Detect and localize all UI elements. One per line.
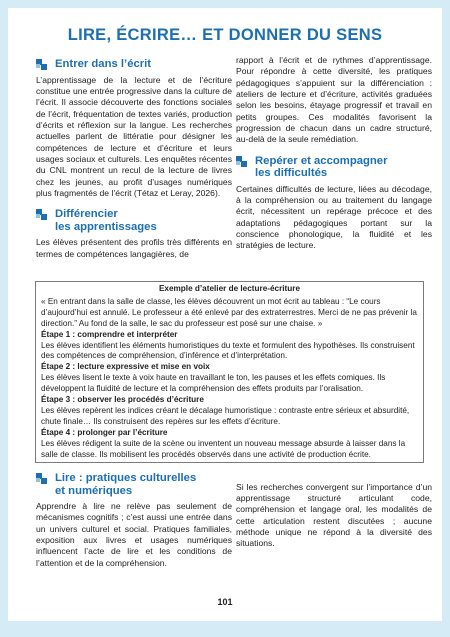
heading-text: Entrer dans l’écrit: [55, 58, 152, 70]
step-text: Les élèves rédigent la suite de la scène ou inventent un nouveau message absurde à laisser dans la salle de classe. Ils mobilisent les procédés observés dans une activité de production écrite.: [41, 438, 406, 459]
step-label: Étape 4 : prolonger par l’écriture: [41, 427, 168, 437]
two-squares-bullet-icon: [36, 473, 50, 484]
example-box: [35, 281, 424, 463]
two-squares-bullet-icon: [36, 59, 50, 70]
two-squares-bullet-icon: [36, 209, 50, 220]
box-title: Exemple d’atelier de lecture-écriture: [158, 284, 301, 293]
heading-text: Repérer et accompagner les difficultés: [255, 154, 388, 180]
paragraph: rapport à l’écrit et de rythmes d’apprentissage. Pour répondre à cette diversité, les pratiques pédagogiques s’appuient sur la différenciation : ateliers de lecture et d’écriture, activités graduées selon les besoins, étayage progressif et travail en petits groupes. Ces modalités favorisent la progression de chacun dans un cadre structuré, au-delà de la seule remédiation.: [236, 55, 432, 145]
step-text: Les élèves lisent le texte à voix haute en travaillant le ton, les pauses et les effets comiques. Ils développent la fluidité de lecture et la compréhension des effets produits par l’oralisation.: [41, 373, 386, 394]
page-number: 101: [217, 597, 233, 607]
section-heading: [36, 58, 232, 71]
paragraph: Certaines difficultés de lecture, liées au décodage, à la compréhension ou au traitement du langage écrit, nécessitent un repérage précoce et des adaptations pédagogiques portant sur la conscience phonologique, la fluidité et les stratégies de lecture.: [236, 183, 432, 251]
page: [8, 8, 442, 621]
step-label: Étape 3 : observer les procédés d’écriture: [41, 395, 204, 405]
step-text: Les élèves identifient les éléments humoristiques du texte et formulent des hypothèses. Ils construisent des compétences de compréhension, d’inférence et d’interprétation.: [41, 340, 415, 361]
step-label: Étape 2 : lecture expressive et mise en voix: [41, 362, 210, 372]
heading-text: Différencier les apprentissages: [55, 208, 157, 233]
paragraph: Apprendre à lire ne relève pas seulement de mécanismes cognitifs ; c’est aussi une entrée dans un univers culturel et social. Pratiques familiales, exposition aux livres et usages numériques influencent l’acte de lire et les conditions de l’attention et de la compréhension.: [36, 501, 232, 568]
step-label: Étape 1 : comprendre et interpréter: [41, 329, 178, 339]
two-squares-bullet-icon: [236, 156, 250, 167]
section-heading: [36, 472, 232, 497]
paragraph: Si les recherches convergent sur l’importance d’un apprentissage structuré articulant code, compréhension et langage oral, les modalités de cette articulation restent discutées ; aucune méthode unique ne répond à la diversité des situations.: [236, 481, 432, 549]
paragraph: Les élèves présentent des profils très différents en termes de compétences langagières, de: [36, 237, 232, 259]
left-column: [36, 58, 232, 260]
bottom-right-column: [236, 473, 432, 558]
heading-text: Lire : pratiques culturelles et numériques: [55, 472, 197, 497]
box-intro: « En entrant dans la salle de classe, les élèves découvrent un mot écrit au tableau : “Le cours d’aujourd’hui est annulé. Le professeur a été enlevé par des extraterrestres. Merci de ne pas prévenir la direction.” Au fond de la salle, le sac du professeur est posé sur une chaise. »: [41, 296, 417, 328]
bottom-left-column: [36, 472, 232, 569]
section-heading: [236, 155, 432, 180]
paragraph: L’apprentissage de la lecture et de l’écriture constitue une entrée progressive dans la culture de l’écrit. Il associe découverte des fonctions sociales de l’écrit, fréquentation de textes variés, production d’écrits et réflexion sur la langue. Les recherches actuelles parlent de littératie pour désigner les compétences de lecture et d’écriture et leurs usages sociaux et culturels. Les enquêtes récentes du CNL montrent un recul de la lecture de livres chez les jeunes, au profit d’usages numériques plus fragmentés de l’écrit (Tétaz et Leray, 2026).: [36, 74, 232, 198]
right-column: [236, 55, 432, 252]
section-heading: [36, 208, 232, 233]
step-text: Les élèves repèrent les indices créant le décalage humoristique : contraste entre sérieux et absurdité, chute finale… Ils construisent des repères sur les effets d’écriture.: [41, 405, 410, 426]
page-title: LIRE, ÉCRIRE… ET DONNER DU SENS: [67, 26, 383, 44]
